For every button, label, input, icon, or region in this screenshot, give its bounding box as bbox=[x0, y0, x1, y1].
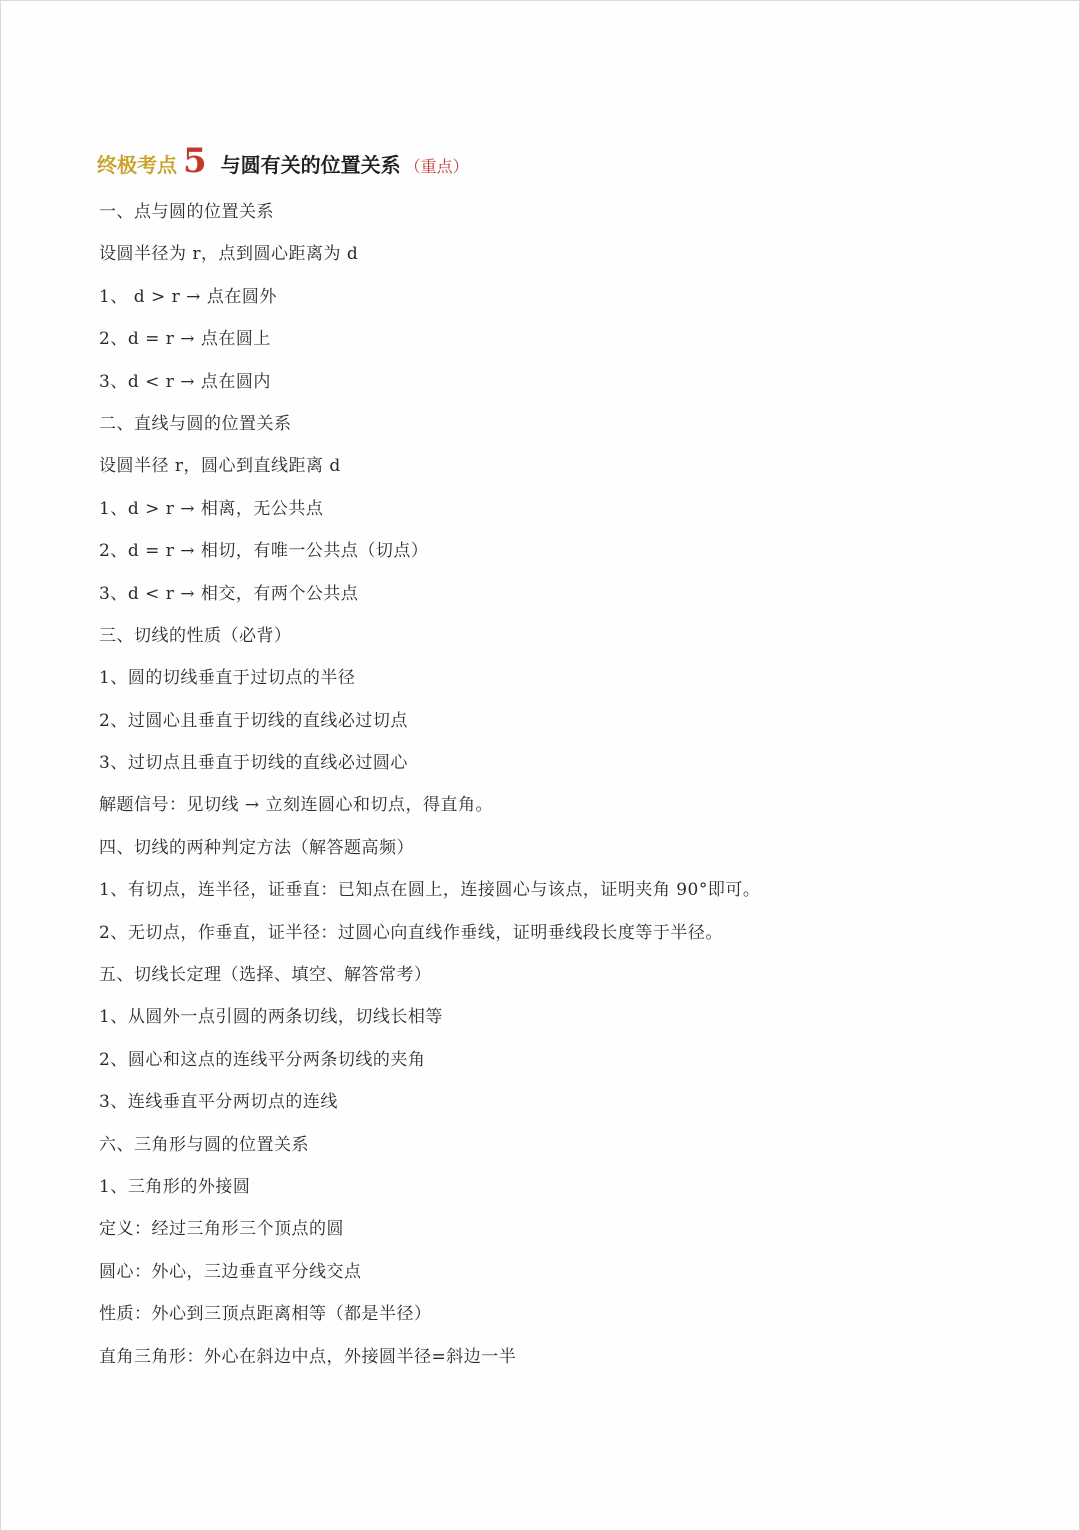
text-line: 3、连线垂直平分两切点的连线 bbox=[99, 1092, 338, 1113]
text-line: 设圆半径 r，圆心到直线距离 d bbox=[99, 456, 341, 477]
text-line: 2、d = r → 点在圆上 bbox=[99, 329, 271, 350]
text-line: 解题信号：见切线 → 立刻连圆心和切点，得直角。 bbox=[99, 795, 494, 816]
heading-prefix: 终极考点 bbox=[97, 153, 177, 177]
text-line: 五、切线长定理（选择、填空、解答常考） bbox=[99, 965, 432, 986]
text-line: 3、d < r → 点在圆内 bbox=[99, 371, 271, 392]
text-line: 六、三角形与圆的位置关系 bbox=[99, 1134, 309, 1155]
text-line: 二、直线与圆的位置关系 bbox=[99, 413, 292, 434]
heading-title: 与圆有关的位置关系 bbox=[220, 153, 401, 177]
text-line: 1、圆的切线垂直于过切点的半径 bbox=[99, 668, 356, 689]
content-lines bbox=[99, 191, 999, 1378]
heading-tag: （重点） bbox=[404, 157, 469, 176]
text-line: 1、三角形的外接圆 bbox=[99, 1176, 251, 1197]
text-line: 圆心：外心，三边垂直平分线交点 bbox=[99, 1261, 362, 1282]
heading-number: 5 bbox=[183, 141, 207, 181]
text-line: 定义：经过三角形三个顶点的圆 bbox=[99, 1219, 344, 1240]
text-line: 性质：外心到三顶点距离相等（都是半径） bbox=[99, 1304, 432, 1325]
text-line: 3、过切点且垂直于切线的直线必过圆心 bbox=[99, 753, 408, 774]
text-line: 1、d > r → 相离，无公共点 bbox=[99, 498, 324, 519]
text-line: 直角三角形：外心在斜边中点，外接圆半径=斜边一半 bbox=[99, 1346, 517, 1367]
text-line: 一、点与圆的位置关系 bbox=[99, 202, 274, 222]
text-line: 设圆半径为 r，点到圆心距离为 d bbox=[99, 244, 359, 265]
section-heading bbox=[97, 141, 469, 184]
text-line: 2、过圆心且垂直于切线的直线必过切点 bbox=[99, 710, 408, 731]
text-line: 2、圆心和这点的连线平分两条切线的夹角 bbox=[99, 1049, 426, 1070]
text-line: 2、无切点，作垂直，证半径：过圆心向直线作垂线，证明垂线段长度等于半径。 bbox=[99, 922, 723, 943]
text-line: 1、从圆外一点引圆的两条切线，切线长相等 bbox=[99, 1007, 443, 1028]
text-line: 2、d = r → 相切，有唯一公共点（切点） bbox=[99, 541, 429, 562]
text-line: 1、有切点，连半径，证垂直：已知点在圆上，连接圆心与该点，证明夹角 90°即可。 bbox=[99, 880, 761, 901]
text-line: 三、切线的性质（必背） bbox=[99, 625, 292, 646]
text-line: 1、 d > r → 点在圆外 bbox=[99, 286, 277, 307]
text-line: 3、d < r → 相交，有两个公共点 bbox=[99, 583, 359, 604]
text-line: 四、切线的两种判定方法（解答题高频） bbox=[99, 837, 414, 858]
